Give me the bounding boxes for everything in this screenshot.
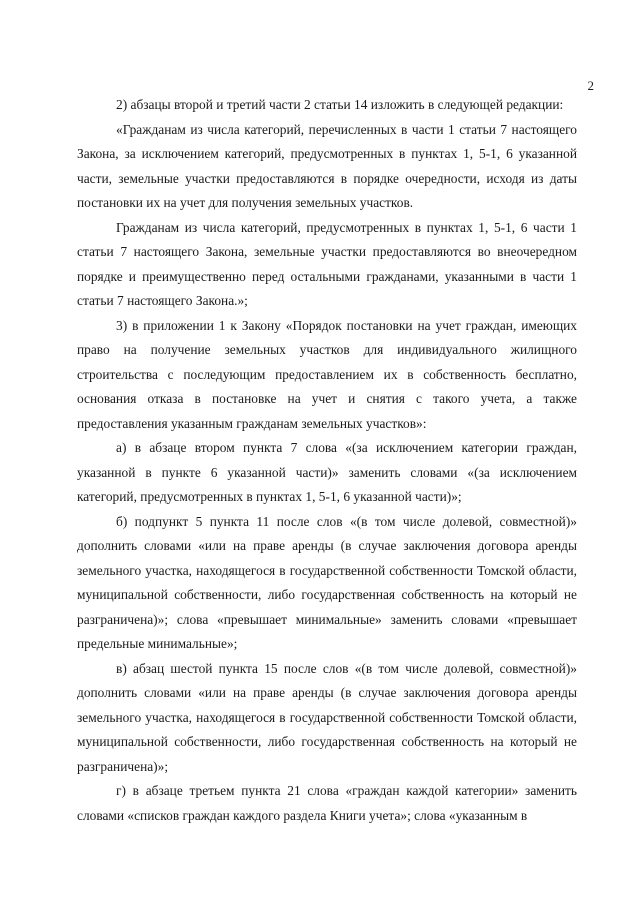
document-body	[77, 93, 577, 828]
paragraph: в) абзац шестой пункта 15 после слов «(в том числе долевой, совместной)» дополнить словами «или на праве аренды (в случае заключения договора аренды земельного участка, находящегося в государственной собственности Томской области, муниципальной собственности, либо государственная собственность на который не разграничена)»;	[77, 660, 577, 774]
paragraph: б) подпункт 5 пункта 11 после слов «(в том числе долевой, совместной)» дополнить словами «или на праве аренды (в случае заключения договора аренды земельного участка, находящегося в государственной собственности Томской области, муниципальной собственности, либо государственная собственность на который не разграничена)»; слова «превышает минимальные» заменить словами «превышает предельные минимальные»;	[77, 513, 577, 651]
paragraph: «Гражданам из числа категорий, перечисленных в части 1 статьи 7 настоящего Закона, за исключением категорий, предусмотренных в пунктах 1, 5-1, 6 указанной части, земельные участки предоставляются в порядке очередности, исходя из даты постановки их на учет для получения земельных участков.	[77, 121, 577, 210]
paragraph: г) в абзаце третьем пункта 21 слова «граждан каждой категории» заменить словами «списков граждан каждого раздела Книги учета»; слова «указанным в	[77, 783, 577, 823]
paragraph: 2) абзацы второй и третий части 2 статьи 14 изложить в следующей редакции:	[116, 97, 564, 112]
paragraph: Гражданам из числа категорий, предусмотренных в пунктах 1, 5-1, 6 части 1 статьи 7 настоящего Закона, земельные участки предоставляются во внеочередном порядке и преимущественно перед остальными гражданами, указанными в части 1 статьи 7 настоящего Закона.»;	[77, 219, 577, 308]
paragraph: а) в абзаце втором пункта 7 слова «(за исключением категории граждан, указанной в пункте 6 указанной части)» заменить словами «(за исключением категорий, предусмотренных в пунктах 1, 5-1, 6 указанной части)»;	[77, 440, 577, 504]
page-number: 2	[587, 78, 594, 93]
paragraph: 3) в приложении 1 к Закону «Порядок постановки на учет граждан, имеющих право на получение земельных участков для индивидуального жилищного строительства с последующим предоставлением их в собственность бесплатно, основания отказа в постановке на учет и снятия с такого учета, а также предоставления указанным гражданам земельных участков»:	[77, 317, 577, 431]
